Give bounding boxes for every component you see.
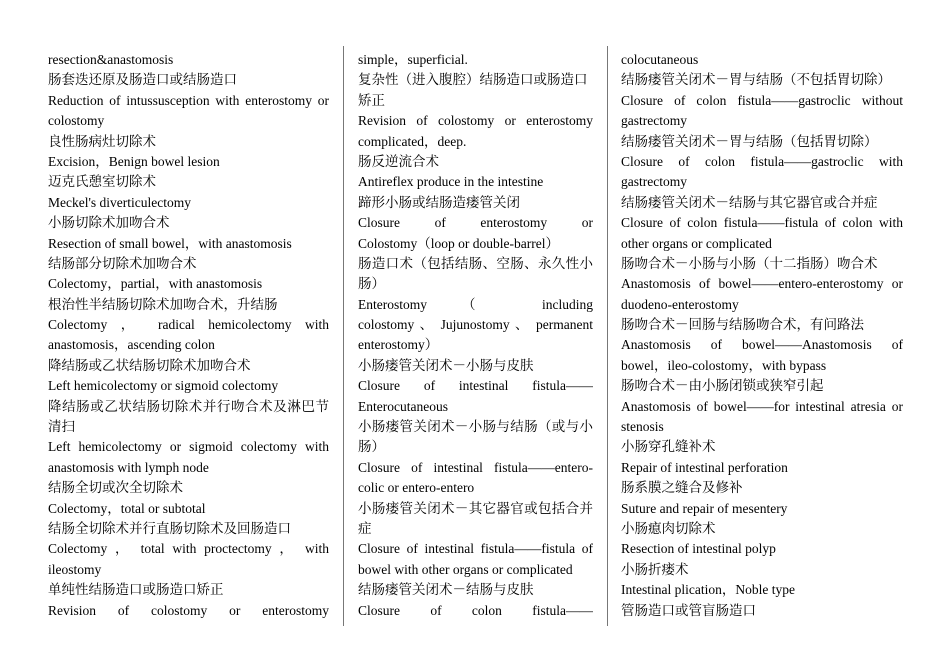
text-line: 小肠穿孔缝补术 bbox=[621, 439, 716, 455]
text-line: bowel with other organs or complicated bbox=[358, 561, 573, 577]
text-line: colocutaneous bbox=[621, 52, 699, 67]
text-line: Closure of colon fistula——gastroclic with bbox=[621, 153, 903, 169]
text-line: Left hemicolectomy or sigmoid colectomy bbox=[48, 378, 279, 394]
text-line: colic or entero-entero bbox=[358, 480, 475, 496]
text-line: gastrectomy bbox=[621, 174, 687, 190]
text-line: Enterostomy （ including bbox=[358, 296, 593, 312]
text-line: 良性肠病灶切除术 bbox=[48, 133, 156, 149]
text-line: stenosis bbox=[621, 419, 664, 435]
text-line: Repair of intestinal perforation bbox=[621, 459, 788, 475]
text-line: Reduction of intussusception with enterostomy or bbox=[48, 92, 329, 108]
text-line: Closure of enterostomy or bbox=[358, 215, 593, 231]
text-line: 小肠折瘘术 bbox=[621, 561, 689, 577]
text-line: 肠） bbox=[358, 439, 385, 455]
text-line: 肠反逆流合术 bbox=[358, 153, 439, 169]
text-line: colostomy bbox=[48, 113, 105, 129]
text-line: Suture and repair of mesentery bbox=[621, 500, 788, 516]
text-line: 管肠造口或管盲肠造口 bbox=[621, 602, 756, 618]
text-line: 小肠瘘管关闭术－其它器官或包括合并 bbox=[358, 500, 593, 516]
text-line: 结肠瘘管关闭术－结肠与皮肤 bbox=[358, 582, 534, 598]
column-divider bbox=[607, 46, 608, 626]
text-line: other organs or complicated bbox=[621, 235, 772, 251]
text-line: anastomosis with lymph node bbox=[48, 459, 209, 475]
text-line: simple，superficial. bbox=[358, 52, 468, 67]
text-line: 肠系膜之缝合及修补 bbox=[621, 480, 743, 496]
text-line: ileostomy bbox=[48, 561, 102, 577]
text-line: Anastomosis of bowel——entero-enterostomy or bbox=[621, 276, 903, 292]
text-line: 结肠瘘管关闭术－结肠与其它器官或合并症 bbox=[621, 194, 878, 210]
text-line: Colectomy，partial，with anastomosis bbox=[48, 276, 263, 292]
text-line: Colectomy ， total with proctectomy ， with bbox=[48, 541, 329, 557]
text-line: bowel，ileo-colostomy，with bypass bbox=[621, 357, 827, 373]
text-line: 复杂性（进入腹腔）结肠造口或肠造口 bbox=[358, 72, 588, 88]
text-line: 结肠全切或次全切除术 bbox=[48, 480, 183, 496]
text-line: Left hemicolectomy or sigmoid colectomy with bbox=[48, 439, 329, 455]
text-line: Colectomy ， radical hemicolectomy with bbox=[48, 317, 329, 333]
text-line: 肠吻合术－回肠与结肠吻合术，有问路法 bbox=[621, 317, 864, 333]
text-line: Meckel's diverticulectomy bbox=[48, 194, 192, 210]
text-line: Intestinal plication，Noble type bbox=[621, 582, 795, 598]
text-line: Antireflex produce in the intestine bbox=[358, 174, 544, 190]
text-line: 迈克氏憩室切除术 bbox=[48, 174, 156, 190]
text-line: Anastomosis of bowel——for intestinal atresia or bbox=[621, 398, 903, 414]
text-line: Closure of colon fistula—— bbox=[358, 602, 593, 618]
text-line: Colectomy，total or subtotal bbox=[48, 500, 206, 516]
text-line: 蹄形小肠或结肠造瘘管关闭 bbox=[358, 194, 520, 210]
column-right bbox=[621, 50, 903, 621]
text-line: gastrectomy bbox=[621, 113, 687, 129]
text-line: 降结肠或乙状结肠切除术并行吻合术及淋巴节 bbox=[48, 398, 329, 414]
column-middle bbox=[358, 50, 593, 621]
text-line: complicated，deep. bbox=[358, 133, 467, 149]
text-line: Closure of colon fistula——gastroclic without bbox=[621, 92, 903, 108]
column-divider bbox=[343, 46, 344, 626]
text-line: Anastomosis of bowel——Anastomosis of bbox=[621, 337, 903, 353]
text-line: duodeno-enterostomy bbox=[621, 296, 739, 312]
text-line: 降结肠或乙状结肠切除术加吻合术 bbox=[48, 357, 251, 373]
column-left bbox=[48, 50, 329, 621]
text-line: Closure of colon fistula——fistula of colon with bbox=[621, 215, 903, 231]
text-line: Resection of small bowel，with anastomosis bbox=[48, 235, 292, 251]
text-line: 肠） bbox=[358, 276, 385, 292]
text-line: 小肠瘘管关闭术－小肠与结肠（或与小 bbox=[358, 419, 593, 435]
text-line: 单纯性结肠造口或肠造口矫正 bbox=[48, 582, 224, 598]
text-line: Excision，Benign bowel lesion bbox=[48, 153, 220, 169]
text-line: Closure of intestinal fistula—— bbox=[358, 378, 593, 394]
text-line: 结肠瘘管关闭术－胃与结肠（包括胃切除） bbox=[621, 133, 878, 149]
text-line: 清扫 bbox=[48, 419, 75, 435]
text-line: Colostomy（loop or double-barrel） bbox=[358, 235, 559, 251]
text-line: 肠吻合术－小肠与小肠（十二指肠）吻合术 bbox=[621, 255, 878, 271]
text-line: 肠造口术（包括结肠、空肠、永久性小 bbox=[358, 255, 593, 271]
text-line: 结肠瘘管关闭术－胃与结肠（不包括胃切除） bbox=[621, 72, 891, 88]
text-line: enterostomy） bbox=[358, 337, 439, 353]
text-line: Closure of intestinal fistula——fistula of bbox=[358, 541, 593, 557]
text-line: Resection of intestinal polyp bbox=[621, 541, 776, 557]
text-line: 小肠瘘管关闭术－小肠与皮肤 bbox=[358, 357, 534, 373]
text-line: 结肠全切除术并行直肠切除术及回肠造口 bbox=[48, 520, 291, 536]
text-line: 肠吻合术－由小肠闭锁或狭窄引起 bbox=[621, 378, 824, 394]
text-line: resection&anastomosis bbox=[48, 52, 174, 67]
text-line: Revision of colostomy or enterostomy bbox=[358, 113, 593, 129]
text-line: Revision of colostomy or enterostomy bbox=[48, 602, 329, 618]
text-line: 矫正 bbox=[358, 92, 385, 108]
text-line: 小肠切除术加吻合术 bbox=[48, 215, 170, 231]
text-line: Enterocutaneous bbox=[358, 398, 448, 414]
text-line: anastomosis，ascending colon bbox=[48, 337, 215, 353]
text-line: colostomy 、 Jujunostomy 、 permanent bbox=[358, 317, 593, 333]
text-line: 肠套迭还原及肠造口或结肠造口 bbox=[48, 72, 237, 88]
text-line: 小肠瘜肉切除术 bbox=[621, 520, 716, 536]
text-line: 根治性半结肠切除术加吻合术，升结肠 bbox=[48, 296, 278, 312]
text-line: 结肠部分切除术加吻合术 bbox=[48, 255, 197, 271]
text-line: Closure of intestinal fistula——entero- bbox=[358, 459, 593, 475]
text-line: 症 bbox=[358, 520, 372, 536]
